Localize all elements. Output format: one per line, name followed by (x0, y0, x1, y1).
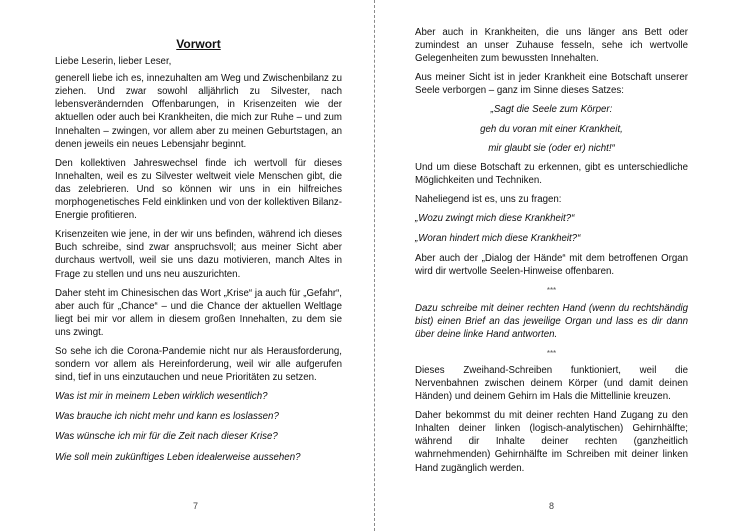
quote-line: geh du voran mit einer Krankheit, (480, 123, 623, 135)
paragraph: Krisenzeiten wie jene, in der wir uns befinden, während ich dieses Buch schreibe, sind zwar anspruchsvoll; aus meiner Sicht aber durchaus wertvoll, weil sie uns dazu motivieren, manch Altes in Frage zu stellen und uns neu auszurichten. (55, 229, 342, 280)
section-separator: *** (546, 286, 557, 296)
salutation: Liebe Leserin, lieber Leser, (55, 56, 172, 68)
question: Was brauche ich nicht mehr und kann es loslassen? (55, 411, 279, 423)
page-number: 8 (549, 500, 555, 511)
paragraph: Daher bekommst du mit deiner rechten Hand Zugang zu den Inhalten deiner linken (logisch-analytischen) Gehirnhälfte; während dir Inhalte deiner rechten (ganzheitlich wahrnehmenden) Gehirnhälfte im Schreiben mit deiner linken Hand zugänglich werden. (415, 410, 688, 474)
question: „Wozu zwingt mich diese Krankheit?“ (415, 213, 575, 225)
paragraph: Den kollektiven Jahreswechsel finde ich wertvoll für dieses Innehalten, weil es zu Silvester weltweit viele Menschen gibt, die das zelebrieren. Und so können wir uns in ein hilfreiches morphogenetisches Feld einklinken und von der kollektiven Bilanz-Energie profitieren. (55, 157, 342, 222)
right-page (375, 0, 750, 531)
question: „Woran hindert mich diese Krankheit?“ (415, 233, 581, 245)
paragraph: So sehe ich die Corona-Pandemie nicht nur als Herausforderung, sondern vor allem als Hereinforderung, weil wir alle aufgerufen sind, tief in uns einzutauchen und neue Prioritäten zu setzen. (55, 345, 342, 384)
question: Was ist mir in meinem Leben wirklich wesentlich? (55, 391, 268, 403)
quote-line: „Sagt die Seele zum Körper: (490, 104, 613, 116)
page-title: Vorwort (176, 37, 221, 51)
section-separator: *** (546, 348, 557, 358)
instruction: Dazu schreibe mit deiner rechten Hand (wenn du rechtshändig bist) einen Brief an das jeweilige Organ und lass es dir dann über deine linke Hand antworten. (415, 302, 688, 340)
paragraph: Aber auch der „Dialog der Hände“ mit dem betroffenen Organ wird dir wertvolle Seelen-Hinweise offenbaren. (415, 253, 688, 278)
paragraph: Daher steht im Chinesischen das Wort „Krise“ ja auch für „Gefahr“, aber auch für „Chance“ – und die Chance der aktuellen Weltlage liegt bei mir vor allem in diesem großen Innehalten, zu dem sie uns zwingt. (55, 287, 342, 338)
question: Was wünsche ich mir für die Zeit nach dieser Krise? (55, 431, 278, 443)
quote-line: mir glaubt sie (oder er) nicht!“ (488, 142, 615, 154)
paragraph: generell liebe ich es, innezuhalten am Weg und Zwischenbilanz zu ziehen. Und zwar sowohl alljährlich zu Silvester, nach lebensverändernden Offenbarungen, in Krisenzeiten wie der aktuellen oder auch bei Krankheiten, die mich zur Ruhe – und zum Innehalten – zwingen, vor allem aber zu meinen Geburtstagen, an denen jeweils ein neues Lebensjahr beginnt. (55, 73, 342, 150)
paragraph: Und um diese Botschaft zu erkennen, gibt es unterschiedliche Möglichkeiten und Techniken. (415, 161, 688, 186)
question: Wie soll mein zukünftiges Leben idealerweise aussehen? (55, 451, 301, 463)
paragraph: Naheliegend ist es, uns zu fragen: (415, 193, 562, 205)
paragraph: Dieses Zweihand-Schreiben funktioniert, weil die Nervenbahnen zwischen deinem Körper (und damit deinen Händen) und deinem Gehirn im Hals die Mittellinie kreuzen. (415, 364, 688, 403)
paragraph: Aus meiner Sicht ist in jeder Krankheit eine Botschaft unserer Seele verborgen – ganz im Sinne dieses Satzes: (415, 72, 688, 97)
page-number: 7 (193, 500, 199, 511)
paragraph: Aber auch in Krankheiten, die uns länger ans Bett oder zumindest an unser Zuhause fesseln, sehe ich wertvolle Gelegenheiten zum bewussten Innehalten. (415, 27, 688, 65)
